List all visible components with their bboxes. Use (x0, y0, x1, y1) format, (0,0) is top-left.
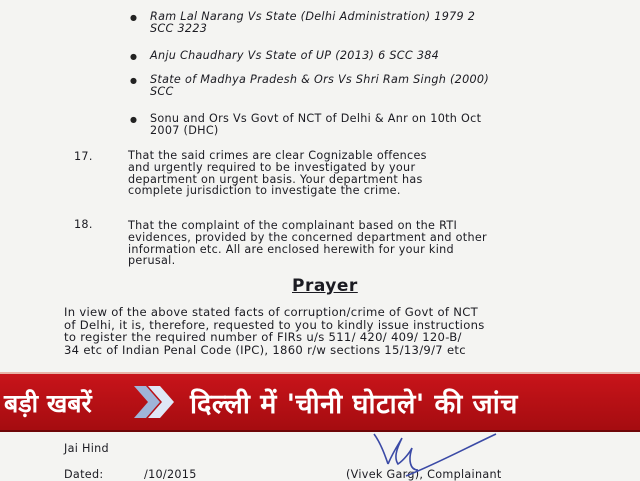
chevron-right-icon (132, 384, 180, 420)
case-citation: State of Madhya Pradesh & Ors Vs Shri Ram Singh (2000) SCC (150, 73, 489, 98)
prayer-heading: Prayer (292, 276, 358, 296)
paragraph-18: That the complaint of the complainant based on the RTI evidences, provided by the concerned department and other information etc. All are enclosed herewith for your kind perusal. (128, 219, 487, 268)
bullet-icon: ● (130, 13, 137, 22)
prayer-body: In view of the above stated facts of corruption/crime of Govt of NCT of Delhi, it is, therefore, requested to you to kindly issue instructions to register the required number of FIRs u/s 511/ 420/ 409/ 120-B/ 34 etc of Indian Penal Code (IPC), 1860 r/w sections 15/13/9/7 etc (64, 305, 485, 357)
ticker-label-box (0, 374, 150, 430)
news-ticker-bar (0, 372, 640, 432)
paragraph-number: 18. (74, 218, 93, 231)
closing-text: Jai Hind (64, 442, 109, 455)
signature-icon (366, 430, 506, 480)
ticker-headline: दिल्ली में 'चीनी घोटाले' की जांच (190, 389, 518, 420)
bullet-icon: ● (130, 76, 137, 85)
signatory: (Vivek Garg), Complainant (346, 468, 502, 481)
dated-value: /10/2015 (144, 468, 197, 481)
ticker-label: बड़ी खबरें (4, 389, 92, 418)
case-citation: Anju Chaudhary Vs State of UP (2013) 6 SCC 384 (150, 49, 440, 62)
dated-label: Dated: (64, 468, 104, 481)
case-citation: Sonu and Ors Vs Govt of NCT of Delhi & Anr on 10th Oct 2007 (DHC) (150, 112, 482, 137)
bullet-icon: ● (130, 115, 137, 124)
bullet-icon: ● (130, 52, 137, 61)
case-citation: Ram Lal Narang Vs State (Delhi Administration) 1979 2 SCC 3223 (150, 10, 476, 35)
paragraph-17: That the said crimes are clear Cognizable offences and urgently required to be investigated by your department on urgent basis. Your department has complete jurisdiction to investigate the crime. (128, 149, 427, 198)
paragraph-number: 17. (74, 150, 93, 163)
